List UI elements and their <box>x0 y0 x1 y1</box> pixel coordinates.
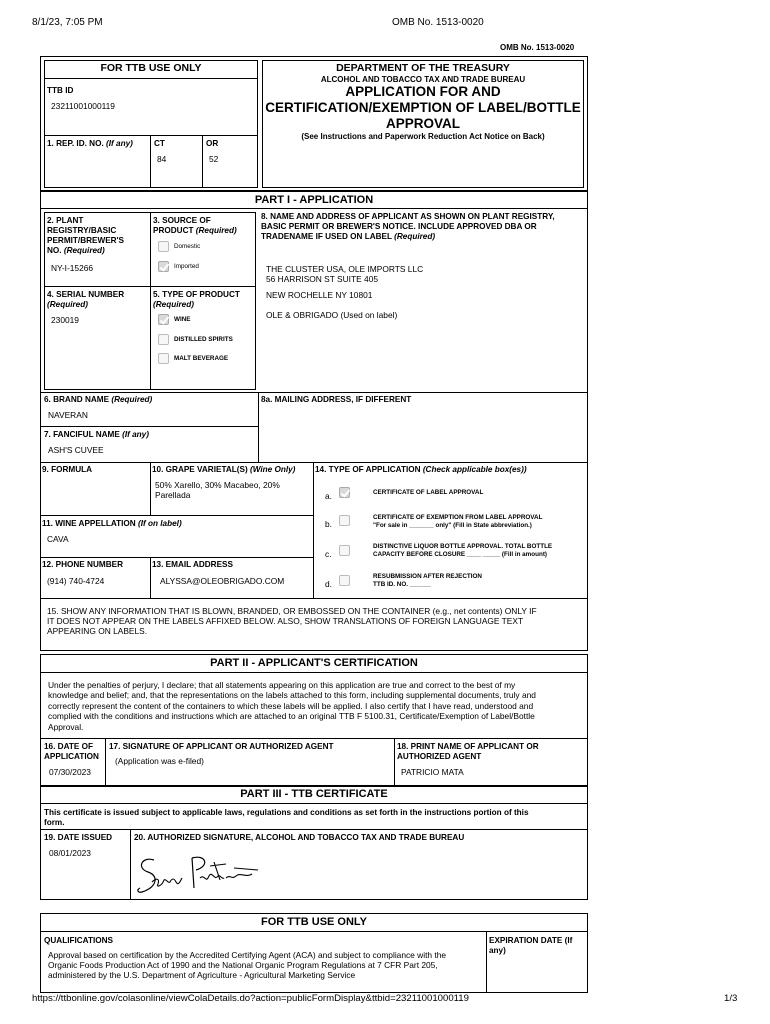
expiration-date-label: EXPIRATION DATE (If any) <box>489 936 573 955</box>
malt-label: MALT BEVERAGE <box>174 355 229 362</box>
wine-label: WINE <box>174 316 191 323</box>
opt-c-letter: c. <box>325 549 332 559</box>
serial-label: 4. SERIAL NUMBER (Required) <box>47 290 125 309</box>
date-issued-label: 19. DATE ISSUED <box>44 833 113 842</box>
spirits-label: DISTILLED SPIRITS <box>174 336 233 343</box>
phone-value: (914) 740-4724 <box>47 576 105 586</box>
application-date-label: 16. DATE OF APPLICATION <box>44 742 99 761</box>
ttb-certificate-text: This certificate is issued subject to applicable laws, regulations and conditions as set forth in the instructions portion of this form. <box>44 808 529 827</box>
certificate-label-approval-checkbox[interactable] <box>339 487 350 498</box>
print-page-title: OMB No. 1513-0020 <box>392 17 484 28</box>
item15-text: 15. SHOW ANY INFORMATION THAT IS BLOWN, BRANDED, OR EMBOSSED ON THE CONTAINER (e.g., net contents) ONLY IF IT DOES NOT APPEAR ON THE LABELS AFFIXED BELOW. ALSO, SHOW TRANSLATIONS OF FOREIGN LANGUAGE TEXT APPEARING ON LABELS. <box>47 606 537 636</box>
opt-d-letter: d. <box>325 579 332 589</box>
domestic-checkbox[interactable] <box>158 241 169 252</box>
ttb-use-only-title: FOR TTB USE ONLY <box>100 62 202 74</box>
print-name-value: PATRICIO MATA <box>401 767 464 777</box>
part1-title: PART I - APPLICATION <box>254 194 374 206</box>
domestic-label: Domestic <box>174 243 201 250</box>
brand-name-value: NAVERAN <box>48 410 88 420</box>
authorized-signature-label: 20. AUTHORIZED SIGNATURE, ALCOHOL AND TOBACCO TAX AND TRADE BUREAU <box>134 833 465 842</box>
imported-checkbox[interactable] <box>158 261 169 272</box>
print-name-label: 18. PRINT NAME OF APPLICANT OR AUTHORIZED AGENT <box>397 742 539 761</box>
email-value: ALYSSA@OLEOBRIGADO.COM <box>160 576 285 586</box>
certificate-exemption-checkbox[interactable] <box>339 515 350 526</box>
application-type-label: 14. TYPE OF APPLICATION (Check applicable box(es)) <box>315 465 527 474</box>
distinctive-bottle-checkbox[interactable] <box>339 545 350 556</box>
bureau-name: ALCOHOL AND TOBACCO TAX AND TRADE BUREAU <box>320 75 526 84</box>
formula-label: 9. FORMULA <box>42 465 93 474</box>
ttb-id-label: TTB ID <box>47 86 74 95</box>
dept-name: DEPARTMENT OF THE TREASURY <box>336 62 510 74</box>
opt-d-label: RESUBMISSION AFTER REJECTION TTB ID. NO. ______ <box>373 573 482 588</box>
wine-checkbox[interactable] <box>158 314 169 325</box>
or-value: 52 <box>209 154 219 164</box>
appellation-value: CAVA <box>47 534 69 544</box>
opt-a-letter: a. <box>325 491 332 501</box>
rep-id-label: 1. REP. ID. NO. (If any) <box>47 139 133 148</box>
part2-title: PART II - APPLICANT'S CERTIFICATION <box>210 657 418 669</box>
omb-number: OMB No. 1513-0020 <box>500 43 575 52</box>
applicant-certification-text: Under the penalties of perjury, I declare; that all statements appearing on this application are true and correct to the best of my knowledge and belief; and, that the representations on the labels attached to this form, including supplemental documents, truly and correctly represent the content of the containers to which these labels will be applied. I also certify that I have read, understood and complied with the conditions and instructions which are attached to an original TTB F 5100.31, Certificate/Exemption of Label/Bottle Approval. <box>48 680 536 732</box>
fanciful-name-label: 7. FANCIFUL NAME (If any) <box>44 430 149 439</box>
applicant-signature-label: 17. SIGNATURE OF APPLICANT OR AUTHORIZED AGENT <box>109 742 334 751</box>
ttb-id-value: 23211001000119 <box>51 101 115 111</box>
spirits-checkbox[interactable] <box>158 334 169 345</box>
authorized-signature-image <box>134 848 264 898</box>
opt-b-label: CERTIFICATE OF EXEMPTION FROM LABEL APPROVAL "For sale in _______ only" (Fill in State abbreviation.) <box>373 514 543 529</box>
ttb-use-box <box>44 60 258 188</box>
form-title: APPLICATION FOR AND CERTIFICATION/EXEMPTION OF LABEL/BOTTLE APPROVAL <box>265 84 581 131</box>
opt-c-label: DISTINCTIVE LIQUOR BOTTLE APPROVAL. TOTAL BOTTLE CAPACITY BEFORE CLOSURE ____ _____ (Fill in amount) <box>373 543 553 558</box>
part3-title: PART III - TTB CERTIFICATE <box>240 788 388 800</box>
ct-label: CT <box>154 139 165 148</box>
or-label: OR <box>206 139 219 148</box>
imported-label: Imported <box>174 263 199 270</box>
appellation-label: 11. WINE APPELLATION (If on label) <box>42 519 182 528</box>
date-issued-value: 08/01/2023 <box>49 848 91 858</box>
email-label: 13. EMAIL ADDRESS <box>152 560 233 569</box>
instructions-note: (See Instructions and Paperwork Reduction Act Notice on Back) <box>301 132 545 141</box>
opt-a-label: CERTIFICATE OF LABEL APPROVAL <box>373 489 484 496</box>
source-label: 3. SOURCE OF PRODUCT (Required) <box>153 216 237 235</box>
ttb-use-bottom-title: FOR TTB USE ONLY <box>261 916 367 928</box>
malt-checkbox[interactable] <box>158 353 169 364</box>
print-datetime: 8/1/23, 7:05 PM <box>32 17 103 28</box>
applicant-name-address-label: 8. NAME AND ADDRESS OF APPLICANT AS SHOWN ON PLANT REGISTRY, BASIC PERMIT OR BREWER'S NOTICE. INCLUDE APPROVED DBA OR TRADENAME IF USED ON LABEL (Required) <box>261 212 555 241</box>
phone-label: 12. PHONE NUMBER <box>42 560 123 569</box>
qualifications-text: Approval based on certification by the Accredited Certifying Agent (ACA) and subject to compliance with the Organic Foods Production Act of 1990 and the National Organic Program Regulations at 7 CFR Part 205, administered by the U.S. Department of Agriculture - Agricultural Marketing Service <box>48 950 447 980</box>
plant-registry-label: 2. PLANT REGISTRY/BASIC PERMIT/BREWER'S NO. (Required) <box>47 216 125 255</box>
brand-name-label: 6. BRAND NAME (Required) <box>44 395 153 404</box>
plant-registry-value: NY-I-15266 <box>51 263 94 273</box>
ct-value: 84 <box>157 154 167 164</box>
applicant-signature-value: (Application was e-filed) <box>115 756 204 766</box>
application-date-value: 07/30/2023 <box>49 767 91 777</box>
fanciful-name-value: ASH'S CUVEE <box>48 445 104 455</box>
grape-varietal-label: 10. GRAPE VARIETAL(S) (Wine Only) <box>152 465 296 474</box>
print-url: https://ttbonline.gov/colasonline/viewColaDetails.do?action=publicFormDisplay&ttbid=23211001000119 <box>32 993 469 1004</box>
applicant-address: THE CLUSTER USA, OLE IMPORTS LLC 56 HARRISON ST SUITE 405 NEW ROCHELLE NY 10801 OLE & OBRIGADO (Used on label) <box>266 264 424 320</box>
grape-varietal-value: 50% Xarello, 30% Macabeo, 20% Parellada <box>155 480 280 500</box>
print-page-number: 1/3 <box>724 993 738 1004</box>
resubmission-checkbox[interactable] <box>339 575 350 586</box>
serial-value: 230019 <box>51 315 79 325</box>
qualifications-label: QUALIFICATIONS <box>44 936 113 945</box>
product-type-label: 5. TYPE OF PRODUCT (Required) <box>153 290 240 309</box>
mailing-address-label: 8a. MAILING ADDRESS, IF DIFFERENT <box>261 395 412 404</box>
opt-b-letter: b. <box>325 519 332 529</box>
